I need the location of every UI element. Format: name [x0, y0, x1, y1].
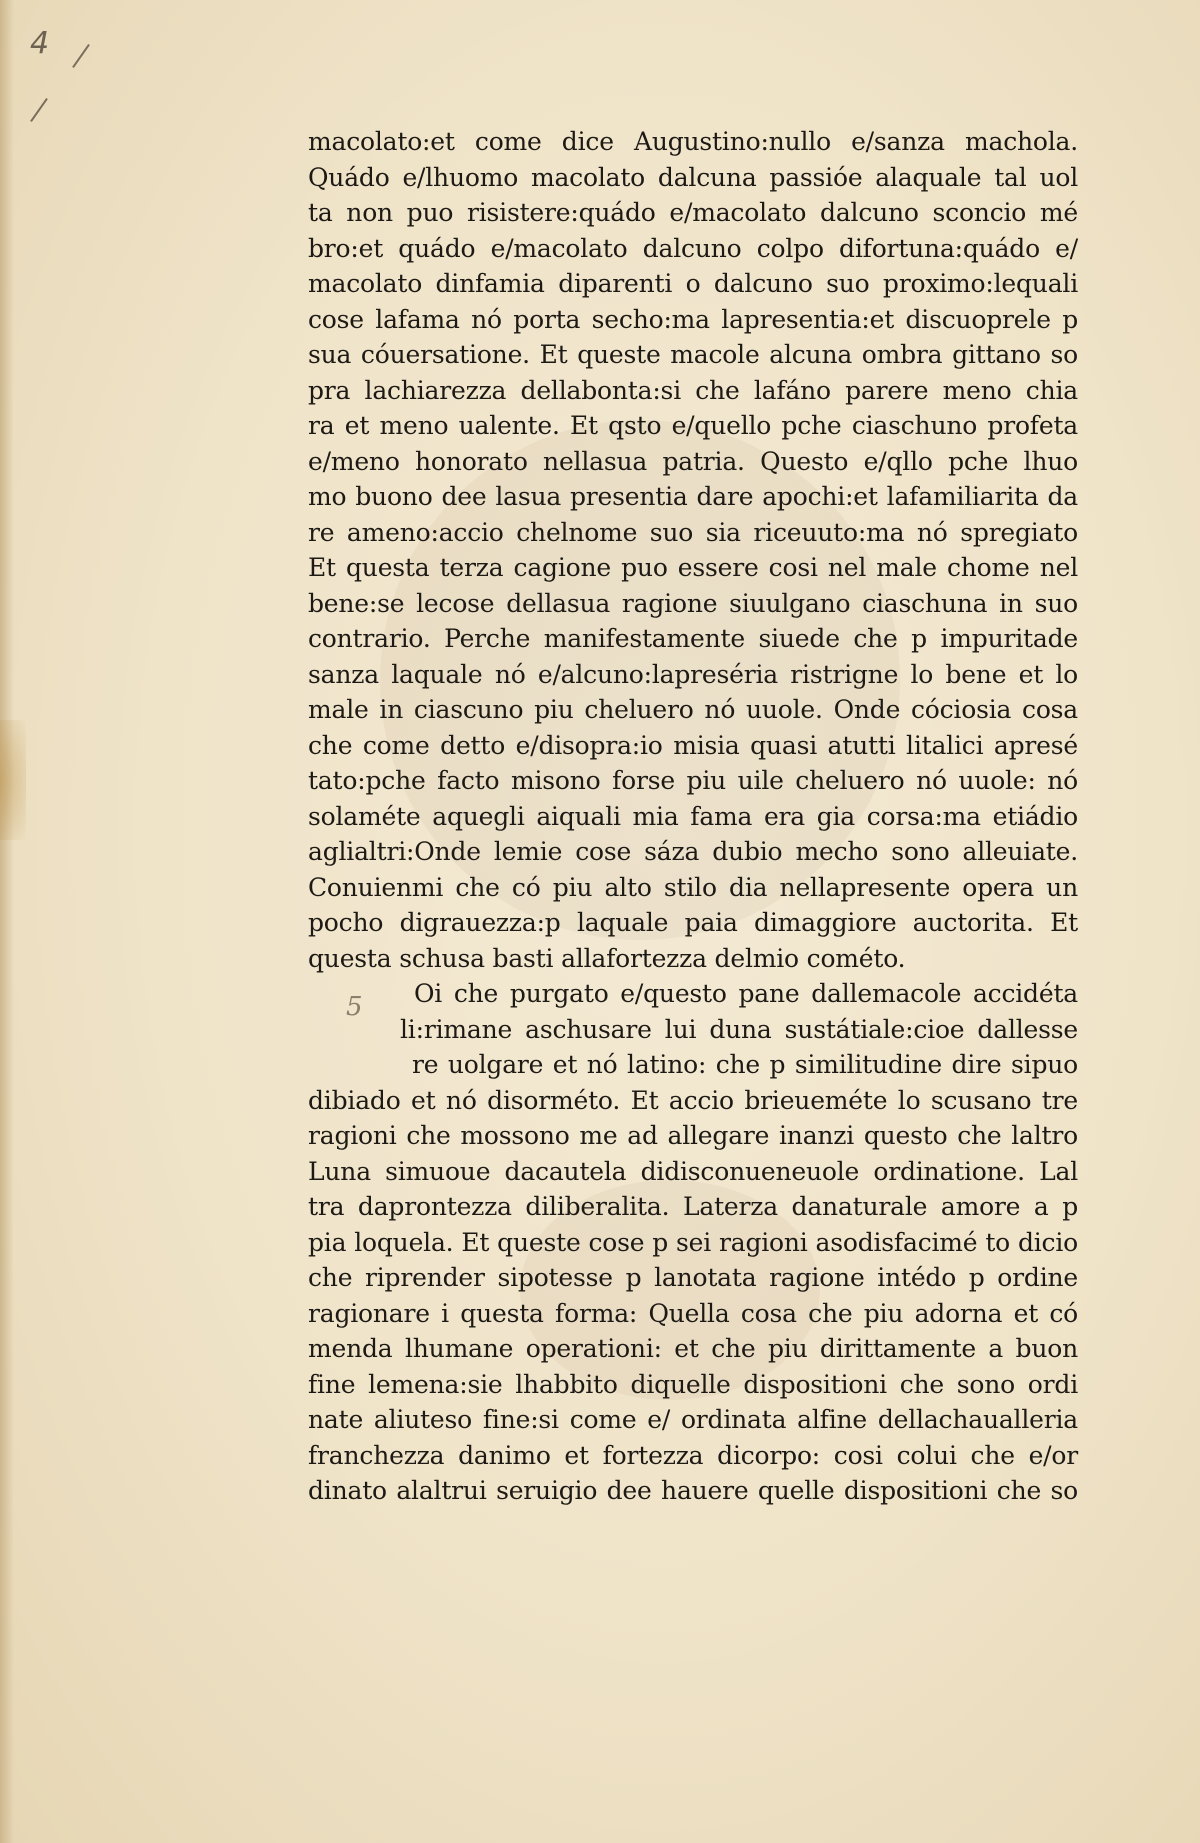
text-line: dinato alaltrui seruigio dee hauere quelle dispositioni che so — [308, 1476, 1078, 1505]
text-line: che come detto e/disopra:io misia quasi atutti litalici apresé — [308, 730, 1078, 760]
text-line: dibiado et nó disorméto. Et accio brieueméte lo scusano tre — [308, 1085, 1078, 1115]
text-line: re ameno:accio chelnome suo sia riceuuto:ma nó spregiato — [308, 517, 1078, 547]
text-line: che riprender sipotesse p lanotata ragione intédo p ordine — [308, 1263, 1078, 1292]
text-line: li:rimane aschusare lui duna sustátiale:cioe dallesse — [400, 1014, 1078, 1044]
text-line: pia loquela. Et queste cose p sei ragioni asodisfacimé to dicio — [308, 1227, 1078, 1257]
foxing-stain — [0, 720, 26, 840]
text-line: contrario. Perche manifestamente siuede che p impuritade — [308, 624, 1078, 653]
text-line: cose lafama nó porta secho:ma lapresentia:et discuoprele p — [308, 304, 1078, 334]
text-line: macolato dinfamia diparenti o dalcuno suo proximo:lequali — [308, 269, 1078, 298]
text-line: ta non puo risistere:quádo e/macolato dalcuno sconcio mé — [308, 198, 1078, 227]
text-line: ragionare i questa forma: Quella cosa che piu adorna et có — [308, 1298, 1078, 1328]
text-line: e/meno honorato nellasua patria. Questo e/qllo pche lhuo — [308, 446, 1078, 476]
text-line: fine lemena:sie lhabbito diquelle dispositioni che sono ordi — [308, 1369, 1078, 1399]
text-line: pocho digrauezza:p laquale paia dimaggiore auctorita. Et — [308, 908, 1078, 937]
text-line: macolato:et come dice Augustino:nullo e/sanza machola. — [308, 127, 1078, 156]
text-line: re uolgare et nó latino: che p similitudine dire sipuo — [412, 1050, 1078, 1079]
text-line: menda lhumane operationi: et che piu dirittamente a buon — [308, 1334, 1078, 1363]
text-line: mo buono dee lasua presentia dare apochi:et lafamiliarita da — [308, 482, 1078, 511]
text-line: tato:pche facto misono forse piu uile cheluero nó uuole: nó — [308, 766, 1078, 795]
text-line: Conuienmi che có piu alto stilo dia nellapresente opera un — [308, 872, 1078, 902]
text-line: sanza laquale nó e/alcuno:lapreséria ristrigne lo bene et lo — [308, 659, 1078, 689]
text-line: ra et meno ualente. Et qsto e/quello pche ciaschuno profeta — [308, 411, 1078, 440]
text-line: ragioni che mossono me ad allegare inanzi questo che laltro — [308, 1121, 1078, 1150]
text-line: Et questa terza cagione puo essere cosi nel male chome nel — [308, 553, 1078, 582]
text-line: Quádo e/lhuomo macolato dalcuna passióe alaquale tal uol — [308, 162, 1078, 192]
text-line: tra daprontezza diliberalita. Laterza danaturale amore a p — [308, 1192, 1078, 1221]
text-line: pra lachiarezza dellabonta:si che lafáno parere meno chia — [308, 375, 1078, 405]
text-line: solaméte aquegli aiquali mia fama era gia corsa:ma etiádio — [308, 801, 1078, 831]
margin-slash-mark — [30, 98, 48, 122]
text-line: male in ciascuno piu cheluero nó uuole. Onde cóciosia cosa — [308, 695, 1078, 724]
text-line: bene:se lecose dellasua ragione siuulgano ciaschuna in suo — [308, 588, 1078, 618]
text-line: sua cóuersatione. Et queste macole alcuna ombra gittano so — [308, 340, 1078, 369]
text-line: Luna simuoue dacautela didisconueneuole ordinatione. Lal — [308, 1156, 1078, 1186]
text-block — [308, 124, 1078, 1509]
text-line: nate aliuteso fine:si come e/ ordinata alfine dellachaualleria — [308, 1405, 1078, 1434]
text-line: franchezza danimo et fortezza dicorpo: cosi colui che e/or — [308, 1440, 1078, 1470]
text-line: aglialtri:Onde lemie cose sáza dubio mecho sono alleuiate. — [308, 837, 1078, 866]
text-line: questa schusa basti allafortezza delmio cométo. — [308, 943, 906, 973]
text-line: bro:et quádo e/macolato dalcuno colpo difortuna:quádo e/ — [308, 233, 1078, 263]
folio-number: 4 — [30, 26, 50, 61]
margin-slash-mark — [72, 44, 90, 68]
page-edge-shadow — [0, 0, 14, 1843]
text-line: Oi che purgato e/questo pane dallemacole accidéta — [414, 979, 1078, 1008]
marginal-numeral: 5 — [346, 992, 363, 1022]
